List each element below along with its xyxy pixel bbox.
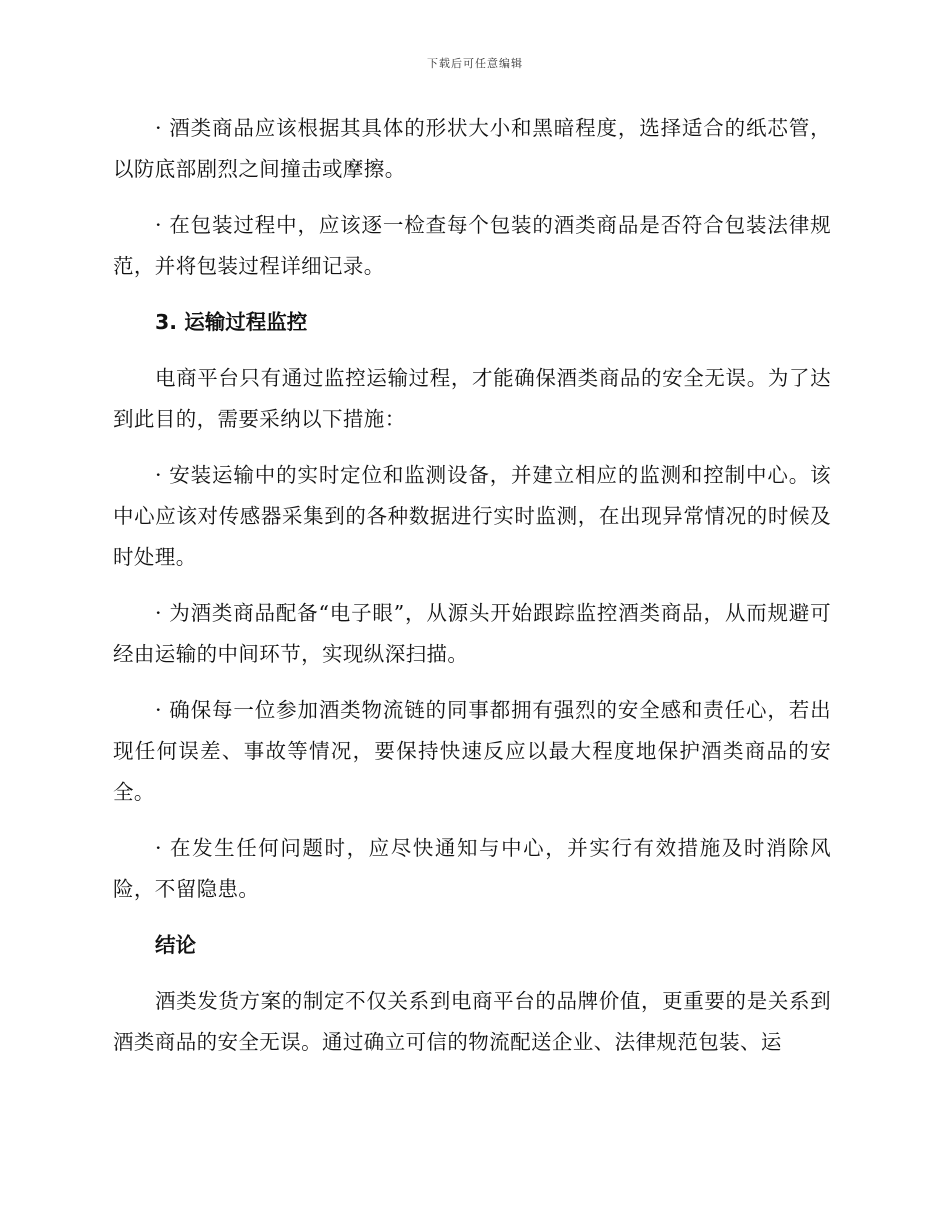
paragraph-gps-devices: · 安装运输中的实时定位和监测设备，并建立相应的监测和控制中心。该中心应该对传感器采集到的各种数据进行实时监测，在出现异常情况的时候及时处理。 [113, 463, 831, 569]
paragraph-paper-tube: · 酒类商品应该根据其具体的形状大小和黑暗程度，选择适合的纸芯管，以防底部剧烈之间撞击或摩擦。 [113, 116, 831, 181]
paragraph-conclusion: 酒类发货方案的制定不仅关系到电商平台的品牌价值，更重要的是关系到酒类商品的安全无误。通过确立可信的物流配送企业、法律规范包装、运 [113, 989, 831, 1054]
section-heading-transport-monitoring: 3. 运输过程监控 [155, 310, 308, 334]
paragraph-issue-handling: · 在发生任何问题时，应尽快通知与中心，并实行有效措施及时消除风险，不留隐患。 [113, 836, 831, 901]
document-body [113, 108, 831, 1078]
paragraph-transport-intro: 电商平台只有通过监控运输过程，才能确保酒类商品的安全无误。为了达到此目的，需要采纳以下措施： [113, 366, 831, 431]
section-heading-conclusion: 结论 [155, 933, 196, 957]
paragraph-electronic-eye: · 为酒类商品配备“电子眼”，从源头开始跟踪监控酒类商品，从而规避可经由运输的中间环节，实现纵深扫描。 [113, 601, 831, 666]
paragraph-packaging-check: · 在包装过程中，应该逐一检查每个包装的酒类商品是否符合包装法律规范，并将包装过程详细记录。 [113, 213, 831, 278]
header-note: 下载后可任意编辑 [427, 57, 523, 70]
paragraph-staff-responsibility: · 确保每一位参加酒类物流链的同事都拥有强烈的安全感和责任心，若出现任何误差、事故等情况，要保持快速反应以最大程度地保护酒类商品的安全。 [113, 698, 831, 804]
